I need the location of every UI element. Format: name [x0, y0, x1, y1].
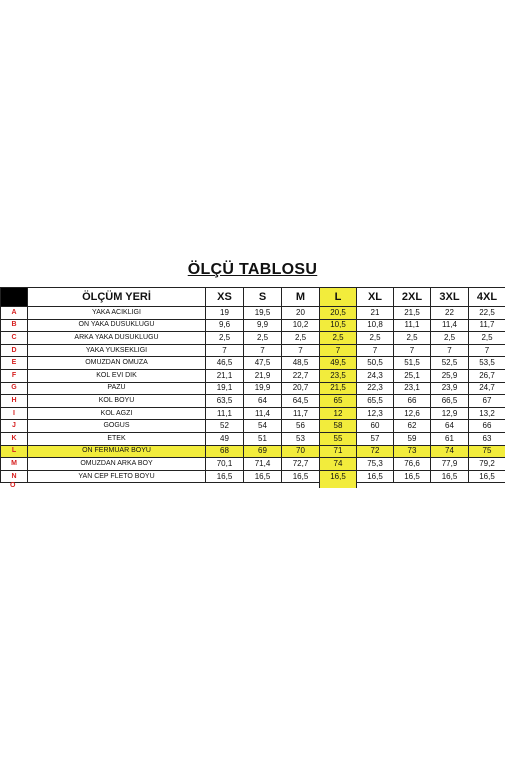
size-value-cell: 24,7 — [469, 382, 505, 395]
size-value-cell: 23,1 — [394, 382, 431, 395]
size-value-cell: 67 — [469, 395, 505, 408]
size-value-cell: 68 — [206, 445, 244, 458]
size-value-cell: 11,4 — [244, 407, 282, 420]
measurement-name: YAKA YUKSEKLIGI — [28, 344, 206, 357]
size-value-cell: 13,2 — [469, 407, 505, 420]
size-value-cell: 77,9 — [431, 458, 469, 471]
size-value-cell: 23,9 — [431, 382, 469, 395]
size-value-cell: 22,5 — [469, 307, 505, 320]
size-value-cell: 12,6 — [394, 407, 431, 420]
table-row — [1, 344, 505, 357]
row-letter: C — [1, 332, 28, 345]
header-row — [1, 288, 505, 307]
size-value-cell: 53,5 — [469, 357, 505, 370]
size-value-cell: 49 — [206, 432, 244, 445]
size-value-cell: 22,7 — [282, 369, 320, 382]
size-value-cell: 19,1 — [206, 382, 244, 395]
corner-cell — [1, 288, 28, 307]
size-value-cell: 72 — [357, 445, 394, 458]
size-value-cell: 75,3 — [357, 458, 394, 471]
row-letter: E — [1, 357, 28, 370]
size-value-cell: 65,5 — [357, 395, 394, 408]
table-row — [1, 458, 505, 471]
size-value-cell: 74 — [431, 445, 469, 458]
size-value-cell: 62 — [394, 420, 431, 433]
size-value-cell: 70 — [282, 445, 320, 458]
size-value-cell: 21,1 — [206, 369, 244, 382]
size-value-cell: 66 — [394, 395, 431, 408]
size-value-cell: 2,5 — [244, 332, 282, 345]
size-value-cell: 19,5 — [244, 307, 282, 320]
size-value-cell: 61 — [431, 432, 469, 445]
size-value-cell: 16,5 — [431, 470, 469, 483]
table-row — [1, 332, 505, 345]
size-value-cell: 26,7 — [469, 369, 505, 382]
size-value-cell: 7 — [431, 344, 469, 357]
table-row — [1, 420, 505, 433]
size-value-cell: 20 — [282, 307, 320, 320]
size-value-cell: 59 — [394, 432, 431, 445]
size-value-cell: 2,5 — [320, 332, 357, 345]
size-value-cell: 21,9 — [244, 369, 282, 382]
size-value-cell: 57 — [357, 432, 394, 445]
measurement-name: ETEK — [28, 432, 206, 445]
measurement-name: OMUZDAN OMUZA — [28, 357, 206, 370]
table-row — [1, 395, 505, 408]
size-value-cell: 23,5 — [320, 369, 357, 382]
size-value-cell: 19 — [206, 307, 244, 320]
size-value-cell: 46,5 — [206, 357, 244, 370]
size-value-cell: 16,5 — [206, 470, 244, 483]
size-value-cell: 16,5 — [282, 470, 320, 483]
row-letter: B — [1, 319, 28, 332]
size-value-cell: 16,5 — [357, 470, 394, 483]
size-value-cell: 64 — [431, 420, 469, 433]
table-row — [1, 432, 505, 445]
row-letter: F — [1, 369, 28, 382]
table-row — [1, 382, 505, 395]
size-value-cell: 12 — [320, 407, 357, 420]
row-letter: K — [1, 432, 28, 445]
size-value-cell: 63 — [469, 432, 505, 445]
size-value-cell: 11,1 — [206, 407, 244, 420]
table-row — [1, 369, 505, 382]
size-value-cell: 60 — [357, 420, 394, 433]
size-value-cell: 71,4 — [244, 458, 282, 471]
size-value-cell: 9,6 — [206, 319, 244, 332]
size-value-cell: 69 — [244, 445, 282, 458]
size-header: 3XL — [431, 288, 469, 307]
size-value-cell: 16,5 — [244, 470, 282, 483]
cut-off-row — [0, 482, 505, 488]
size-value-cell: 10,2 — [282, 319, 320, 332]
size-value-cell: 16,5 — [320, 470, 357, 483]
measurement-name: ON YAKA DUSUKLUGU — [28, 319, 206, 332]
row-letter: I — [1, 407, 28, 420]
size-value-cell: 52,5 — [431, 357, 469, 370]
size-value-cell: 7 — [320, 344, 357, 357]
size-value-cell: 2,5 — [282, 332, 320, 345]
size-value-cell: 10,8 — [357, 319, 394, 332]
size-value-cell: 66 — [469, 420, 505, 433]
size-value-cell: 7 — [282, 344, 320, 357]
size-value-cell: 11,4 — [431, 319, 469, 332]
size-header: L — [320, 288, 357, 307]
size-value-cell: 22,3 — [357, 382, 394, 395]
measurement-name: OMUZDAN ARKA BOY — [28, 458, 206, 471]
size-value-cell: 2,5 — [357, 332, 394, 345]
size-value-cell: 7 — [394, 344, 431, 357]
measurement-name: YAN CEP FLETO BOYU — [28, 470, 206, 483]
size-value-cell: 47,5 — [244, 357, 282, 370]
table-row — [1, 445, 505, 458]
measurement-name: GOGUS — [28, 420, 206, 433]
size-value-cell: 19,9 — [244, 382, 282, 395]
size-value-cell: 76,6 — [394, 458, 431, 471]
size-value-cell: 2,5 — [394, 332, 431, 345]
size-value-cell: 49,5 — [320, 357, 357, 370]
size-header: 4XL — [469, 288, 505, 307]
size-value-cell: 21 — [357, 307, 394, 320]
size-value-cell: 2,5 — [431, 332, 469, 345]
row-letter: L — [1, 445, 28, 458]
size-value-cell: 55 — [320, 432, 357, 445]
row-letter: A — [1, 307, 28, 320]
size-value-cell: 64,5 — [282, 395, 320, 408]
row-letter: J — [1, 420, 28, 433]
size-value-cell: 71 — [320, 445, 357, 458]
size-header: XL — [357, 288, 394, 307]
size-value-cell: 12,3 — [357, 407, 394, 420]
size-value-cell: 63,5 — [206, 395, 244, 408]
size-value-cell: 21,5 — [394, 307, 431, 320]
measurement-name: YAKA ACIKLIGI — [28, 307, 206, 320]
table-row — [1, 307, 505, 320]
row-letter: M — [1, 458, 28, 471]
size-value-cell: 12,9 — [431, 407, 469, 420]
size-value-cell: 7 — [469, 344, 505, 357]
size-value-cell: 25,1 — [394, 369, 431, 382]
size-value-cell: 58 — [320, 420, 357, 433]
size-value-cell: 56 — [282, 420, 320, 433]
size-value-cell: 75 — [469, 445, 505, 458]
size-value-cell: 24,3 — [357, 369, 394, 382]
size-value-cell: 2,5 — [469, 332, 505, 345]
size-table — [0, 287, 505, 483]
size-value-cell: 20,5 — [320, 307, 357, 320]
row-letter: H — [1, 395, 28, 408]
measurement-name: ARKA YAKA DUSUKLUGU — [28, 332, 206, 345]
size-value-cell: 54 — [244, 420, 282, 433]
table-row — [1, 407, 505, 420]
size-value-cell: 7 — [244, 344, 282, 357]
table-row — [1, 319, 505, 332]
measurement-name: PAZU — [28, 382, 206, 395]
size-value-cell: 7 — [206, 344, 244, 357]
size-header: S — [244, 288, 282, 307]
size-value-cell: 25,9 — [431, 369, 469, 382]
row-letter: D — [1, 344, 28, 357]
size-value-cell: 64 — [244, 395, 282, 408]
size-value-cell: 51,5 — [394, 357, 431, 370]
size-value-cell: 66,5 — [431, 395, 469, 408]
size-value-cell: 52 — [206, 420, 244, 433]
size-value-cell: 7 — [357, 344, 394, 357]
row-letter: G — [1, 382, 28, 395]
row-letter: N — [1, 470, 28, 483]
size-value-cell: 11,7 — [469, 319, 505, 332]
size-value-cell: 53 — [282, 432, 320, 445]
size-value-cell: 16,5 — [469, 470, 505, 483]
size-value-cell: 22 — [431, 307, 469, 320]
size-value-cell: 73 — [394, 445, 431, 458]
table-row — [1, 357, 505, 370]
size-header: M — [282, 288, 320, 307]
size-value-cell: 51 — [244, 432, 282, 445]
size-value-cell: 50,5 — [357, 357, 394, 370]
size-value-cell: 16,5 — [394, 470, 431, 483]
measurement-name: KOL EVI DIK — [28, 369, 206, 382]
measurement-name: KOL AGZI — [28, 407, 206, 420]
measurement-header: ÖLÇÜM YERİ — [28, 288, 206, 307]
chart-title: ÖLÇÜ TABLOSU — [187, 261, 318, 278]
size-value-cell: 9,9 — [244, 319, 282, 332]
size-value-cell: 11,7 — [282, 407, 320, 420]
size-value-cell: 72,7 — [282, 458, 320, 471]
size-value-cell: 2,5 — [206, 332, 244, 345]
size-value-cell: 48,5 — [282, 357, 320, 370]
measurement-name: KOL BOYU — [28, 395, 206, 408]
size-value-cell: 79,2 — [469, 458, 505, 471]
size-value-cell: 65 — [320, 395, 357, 408]
measurement-name: ON FERMUAR BOYU — [28, 445, 206, 458]
size-value-cell: 70,1 — [206, 458, 244, 471]
size-value-cell: 11,1 — [394, 319, 431, 332]
table-row — [1, 470, 505, 483]
row-letter: O — [10, 482, 16, 488]
size-header: XS — [206, 288, 244, 307]
size-value-cell: 10,5 — [320, 319, 357, 332]
size-value-cell: 20,7 — [282, 382, 320, 395]
size-value-cell: 21,5 — [320, 382, 357, 395]
size-value-cell: 74 — [320, 458, 357, 471]
size-header: 2XL — [394, 288, 431, 307]
